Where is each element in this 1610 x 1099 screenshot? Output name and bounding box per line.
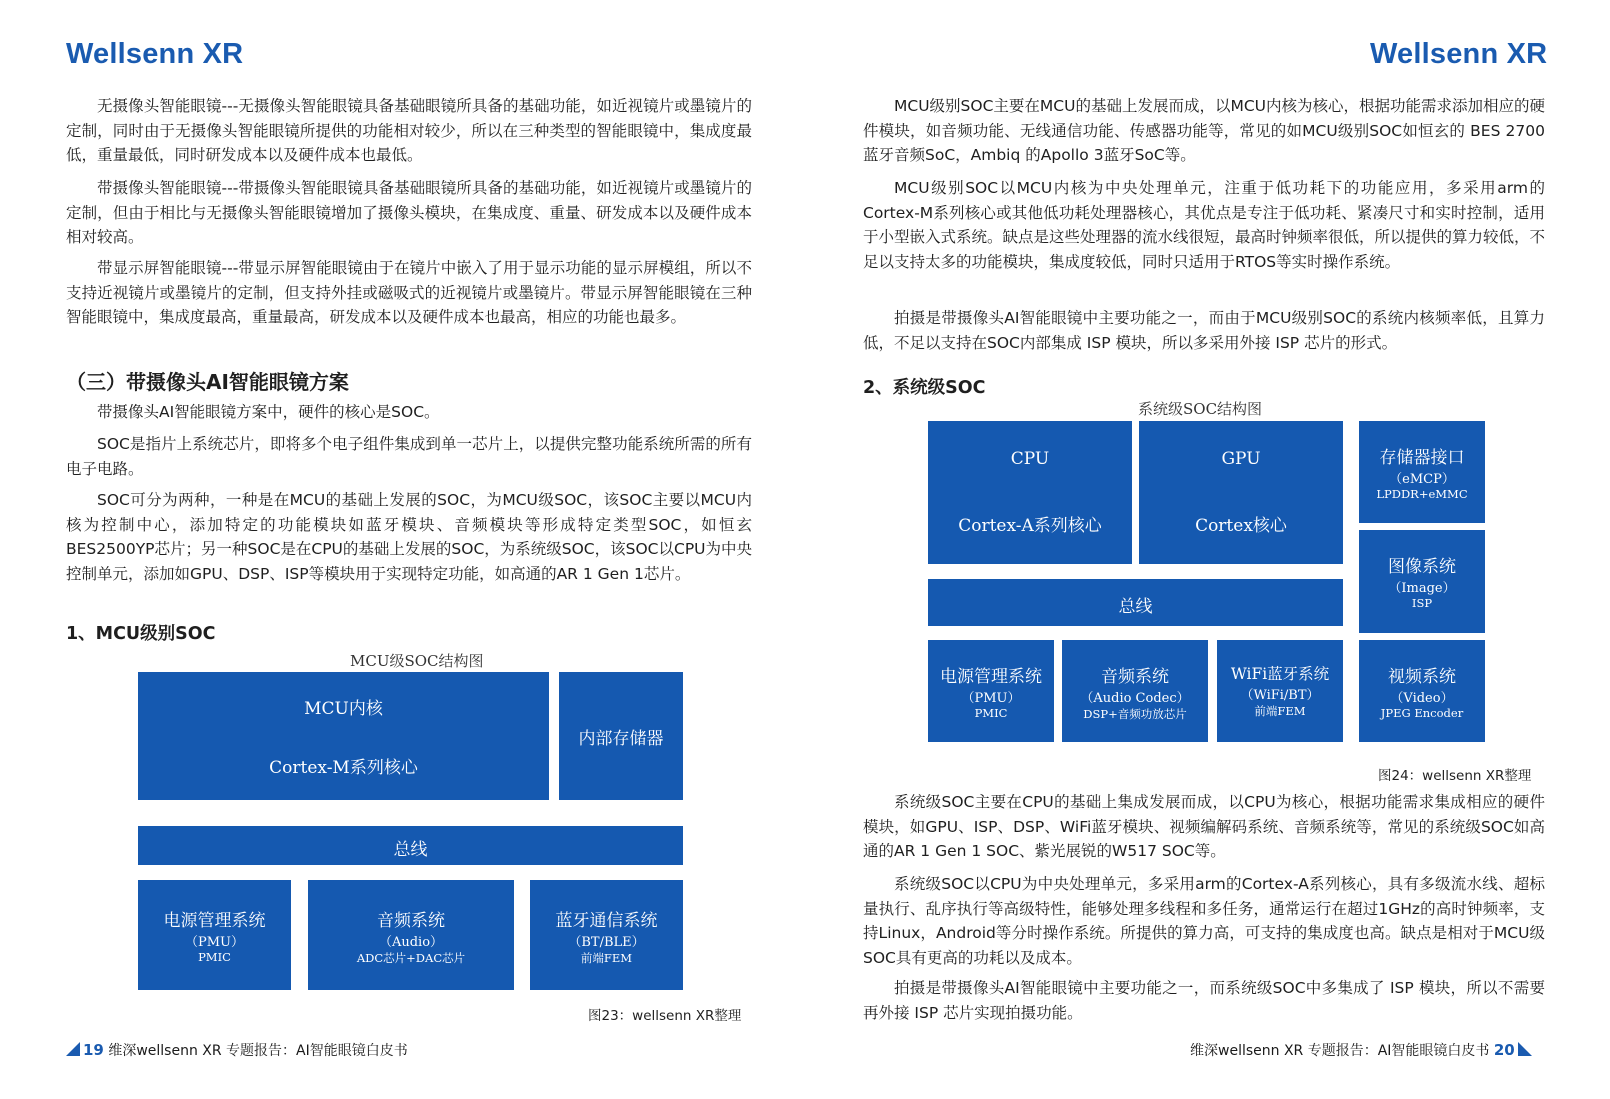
storage-en: （eMCP） (1389, 472, 1455, 487)
storage-label: 存储器接口 (1379, 448, 1465, 468)
brand-logo-right: Wellsenn XR (1370, 38, 1548, 70)
paragraph: 系统级SOC主要在CPU的基础上集成发展而成，以CPU为核心，根据功能需求集成相应的硬件模块，如GPU、ISP、DSP、WiFi蓝牙模块、视频编解码系统、音频系统等，常见的系统级SOC如高通的AR 1 Gen 1 SOC、紫光展锐的W517 SOC等。 (863, 793, 1545, 860)
audio-block (1062, 640, 1208, 742)
image-detail: ISP (1411, 596, 1433, 610)
bt-detail: 前端FEM (580, 951, 633, 965)
pmu-en: （PMU） (184, 935, 244, 950)
internal-memory-block (559, 672, 683, 800)
wifi-en: （WiFi/BT） (1240, 688, 1320, 703)
wifi-label: WiFi蓝牙系统 (1230, 665, 1330, 683)
figure-caption: 图24：wellsenn XR整理 (1378, 768, 1532, 784)
subsection-title: 1、MCU级别SOC (66, 624, 216, 644)
video-detail: JPEG Encoder (1380, 706, 1464, 720)
bus-block (138, 826, 683, 865)
pmu-detail: PMIC (198, 950, 231, 964)
audio-label: 音频系统 (377, 911, 445, 931)
paragraph: 无摄像头智能眼镜---无摄像头智能眼镜具备基础眼镜所具备的基础功能，如近视镜片或墨镜片的定制，同时由于无摄像头智能眼镜所提供的功能相对较少，所以在三种类型的智能眼镜中，集成度最低，重量最低，同时研发成本以及硬件成本也最低。 (66, 97, 752, 164)
mcu-core-label: MCU内核 (304, 699, 383, 719)
video-label: 视频系统 (1388, 667, 1456, 687)
paragraph: SOC可分为两种，一种是在MCU的基础上发展的SOC，为MCU级SOC，该SOC主要以MCU内核为控制中心，添加特定的功能模块如蓝牙模块、音频模块等形成特定类型SOC，如恒玄BES2500YP芯片；另一种SOC是在CPU的基础上发展的SOC，为系统级SOC，该SOC以CPU为中央控制单元，添加如GPU、DSP、ISP等模块用于实现特定功能，如高通的AR 1 Gen 1芯片。 (66, 491, 753, 583)
mcu-core-sublabel: Cortex-M系列核心 (269, 758, 418, 778)
paragraph: SOC是指片上系统芯片，即将多个电子组件集成到单一芯片上，以提供完整功能系统所需的所有电子电路。 (66, 435, 752, 478)
gpu-label: GPU (1221, 449, 1261, 469)
footer-right (1190, 1040, 1532, 1060)
pmu-label: 电源管理系统 (163, 911, 266, 931)
cpu-label: CPU (1010, 449, 1050, 469)
audio-block (308, 880, 514, 990)
image-en: （Image） (1388, 581, 1456, 596)
footer-text: 维深wellsenn XR 专题报告：AI智能眼镜白皮书 (108, 1043, 408, 1059)
image-label: 图像系统 (1388, 557, 1456, 577)
bt-en: （BT/BLE） (568, 935, 645, 950)
pmu-block (928, 640, 1054, 742)
paragraph: MCU级别SOC以MCU内核为中央处理单元，注重于低功耗下的功能应用，多采用arm的Cortex-M系列核心或其他低功耗处理器核心，其优点是专注于低功耗、紧凑尺寸和实时控制，适用于小型嵌入式系统。缺点是这些处理器的流水线很短，最高时钟频率很低，所以提供的算力较低，不足以支持太多的功能模块，集成度较低，同时只适用于RTOS等实时操作系统。 (863, 179, 1546, 271)
wifi-detail: 前端FEM (1254, 704, 1306, 718)
cpu-block (928, 421, 1132, 564)
audio-label: 音频系统 (1101, 667, 1169, 687)
image-block (1359, 530, 1485, 633)
gpu-block (1139, 421, 1343, 564)
pmu-block (138, 880, 291, 990)
audio-detail: DSP+音频功放芯片 (1083, 707, 1187, 721)
bt-label: 蓝牙通信系统 (555, 911, 658, 931)
wifi-block (1217, 640, 1343, 742)
footer-text: 维深wellsenn XR 专题报告：AI智能眼镜白皮书 (1190, 1043, 1490, 1059)
section-title: （三）带摄像头AI智能眼镜方案 (66, 370, 349, 394)
page-triangle-icon (1518, 1042, 1532, 1056)
bus-label: 总线 (1118, 597, 1153, 617)
gpu-sublabel: Cortex核心 (1195, 516, 1287, 536)
audio-detail: ADC芯片+DAC芯片 (356, 951, 466, 965)
bt-block (530, 880, 683, 990)
cpu-sublabel: Cortex-A系列核心 (958, 516, 1102, 536)
footer-left (66, 1040, 408, 1060)
paragraph: MCU级别SOC主要在MCU的基础上发展而成，以MCU内核为核心，根据功能需求添加相应的硬件模块，如音频功能、无线通信功能、传感器功能等，常见的如MCU级别SOC如恒玄的 BES 2700蓝牙音频SoC，Ambiq 的Apollo 3蓝牙SoC等。 (863, 97, 1545, 164)
page-triangle-icon (66, 1042, 80, 1056)
audio-en: （Audio Codec） (1080, 691, 1190, 706)
audio-en: （Audio） (378, 935, 444, 950)
storage-block (1359, 421, 1485, 523)
mcu-core-block (138, 672, 549, 800)
paragraph: 拍摄是带摄像头AI智能眼镜中主要功能之一，而由于MCU级别SOC的系统内核频率低，且算力低，不足以支持在SOC内部集成 ISP 模块，所以多采用外接 ISP 芯片的形式。 (863, 309, 1545, 352)
figure-caption: 图23：wellsenn XR整理 (588, 1008, 742, 1024)
bus-label: 总线 (393, 840, 428, 860)
paragraph: 带摄像头AI智能眼镜方案中，硬件的核心是SOC。 (97, 403, 440, 421)
video-en: （Video） (1390, 691, 1454, 706)
subsection-title: 2、系统级SOC (863, 378, 986, 398)
paragraph: 系统级SOC以CPU为中央处理单元，多采用arm的Cortex-A系列核心，具有多级流水线、超标量执行、乱序执行等高级特性，能够处理多线程和多任务，通常运行在超过1GHz的高时钟频率，支持Linux，Android等分时操作系统。所提供的算力高，可支持的集成度也高。缺点是相对于MCU级SOC具有更高的功耗以及成本。 (863, 875, 1545, 967)
brand-logo-left: Wellsenn XR (66, 38, 244, 70)
diagram-title: 系统级SOC结构图 (1138, 400, 1263, 418)
paragraph: 带摄像头智能眼镜---带摄像头智能眼镜具备基础眼镜所具备的基础功能，如近视镜片或墨镜片的定制，但由于相比与无摄像头智能眼镜增加了摄像头模块，在集成度、重量、研发成本以及硬件成本相对较高。 (66, 179, 752, 246)
pmu-detail: PMIC (974, 706, 1008, 720)
bus-block (928, 579, 1343, 626)
page-number: 20 (1493, 1041, 1515, 1059)
video-block (1359, 640, 1485, 742)
pmu-label: 电源管理系统 (940, 667, 1042, 687)
pmu-en: （PMU） (961, 691, 1021, 706)
paragraph: 带显示屏智能眼镜---带显示屏智能眼镜由于在镜片中嵌入了用于显示功能的显示屏模组，所以不支持近视镜片或墨镜片的定制，但支持外挂或磁吸式的近视镜片或墨镜片。带显示屏智能眼镜在三种智能眼镜中，集成度最高，重量最高，研发成本以及硬件成本也最高，相应的功能也最多。 (66, 259, 752, 326)
internal-memory-label: 内部存储器 (578, 729, 664, 749)
diagram-title: MCU级SOC结构图 (350, 652, 484, 670)
page-number: 19 (83, 1041, 104, 1059)
storage-detail: LPDDR+eMMC (1376, 487, 1468, 501)
paragraph: 拍摄是带摄像头AI智能眼镜中主要功能之一，而系统级SOC中多集成了 ISP 模块，所以不需要再外接 ISP 芯片实现拍摄功能。 (863, 979, 1545, 1022)
